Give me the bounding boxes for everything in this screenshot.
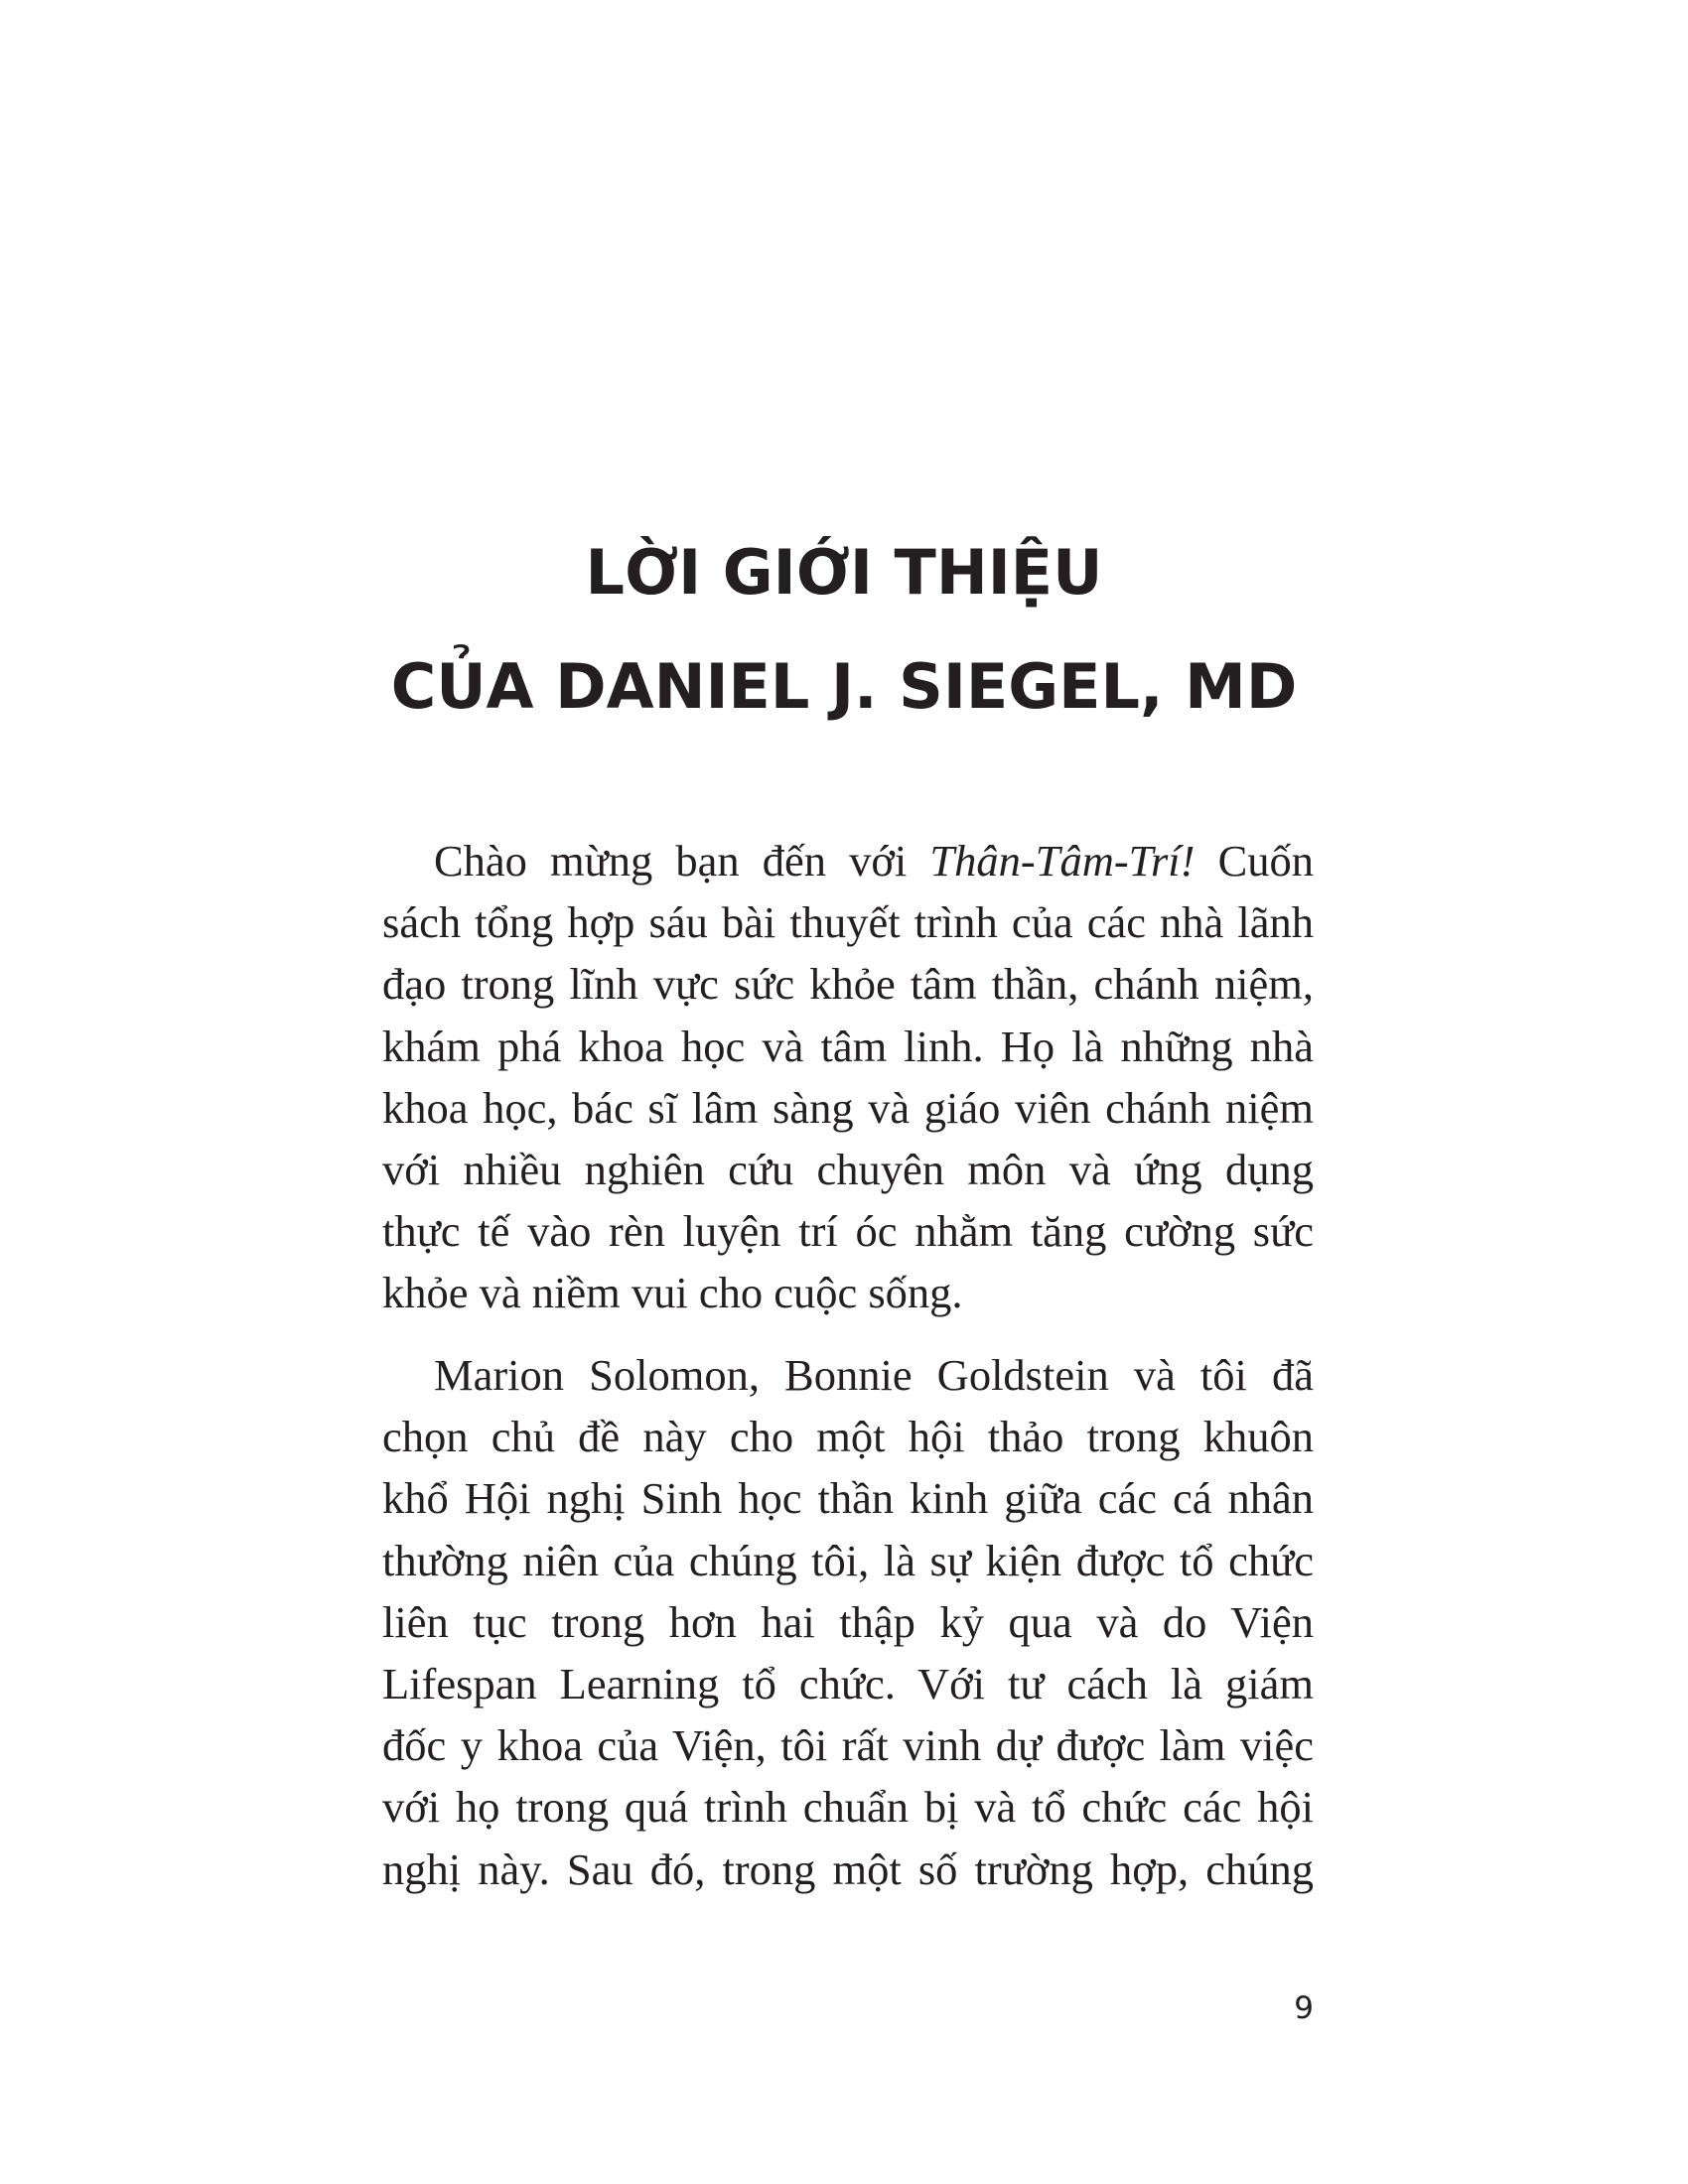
- book-title-italic: Thân-Tâm-Trí!: [929, 836, 1196, 886]
- page-number: 9: [1294, 1990, 1314, 2026]
- chapter-title-line-2: CỦA DANIEL J. SIEGEL, MD: [390, 650, 1298, 723]
- paragraph-line: nghị này. Sau đó, trong một số trường hợp, chúng: [382, 1843, 1314, 1894]
- paragraph-line: với nhiều nghiên cứu chuyên môn và ứng dụng: [382, 1144, 1314, 1194]
- paragraph-line: [382, 830, 1314, 891]
- paragraph-line: khoa học, bác sĩ lâm sàng và giáo viên chánh niệm: [382, 1082, 1314, 1133]
- paragraph-line: liên tục trong hơn hai thập kỷ qua và do Viện: [382, 1596, 1314, 1647]
- paragraph-line: đạo trong lĩnh vực sức khỏe tâm thần, chánh niệm,: [382, 959, 1314, 1010]
- paragraph-line: sách tổng hợp sáu bài thuyết trình của các nhà lãnh: [382, 897, 1314, 948]
- paragraph-2: [382, 1344, 1314, 1900]
- paragraph-1: [382, 830, 1314, 1324]
- paragraph-line: khổ Hội nghị Sinh học thần kinh giữa các cá nhân: [382, 1473, 1314, 1524]
- paragraph-line: đốc y khoa của Viện, tôi rất vinh dự được làm việc: [382, 1720, 1314, 1771]
- paragraph-line: thường niên của chúng tôi, là sự kiện được tổ chức: [382, 1535, 1314, 1585]
- paragraph-line: khám phá khoa học và tâm linh. Họ là những nhà: [382, 1021, 1314, 1071]
- paragraph-line: với họ trong quá trình chuẩn bị và tổ chức các hội: [382, 1782, 1314, 1833]
- text-run: Chào mừng bạn đến với: [434, 836, 930, 886]
- paragraph-line: Marion Solomon, Bonnie Goldstein và tôi đã: [434, 1350, 1314, 1400]
- paragraph-line: Lifespan Learning tổ chức. Với tư cách là giám: [382, 1658, 1314, 1708]
- paragraph-line: chọn chủ đề này cho một hội thảo trong khuôn: [382, 1412, 1314, 1462]
- chapter-title-line-1: LỜI GIỚI THIỆU: [585, 536, 1103, 609]
- paragraph-line: khỏe và niềm vui cho cuộc sống.: [382, 1268, 963, 1318]
- paragraph-line: thực tế vào rèn luyện trí óc nhằm tăng cường sức: [382, 1206, 1314, 1257]
- text-run: Cuốn: [1195, 836, 1314, 886]
